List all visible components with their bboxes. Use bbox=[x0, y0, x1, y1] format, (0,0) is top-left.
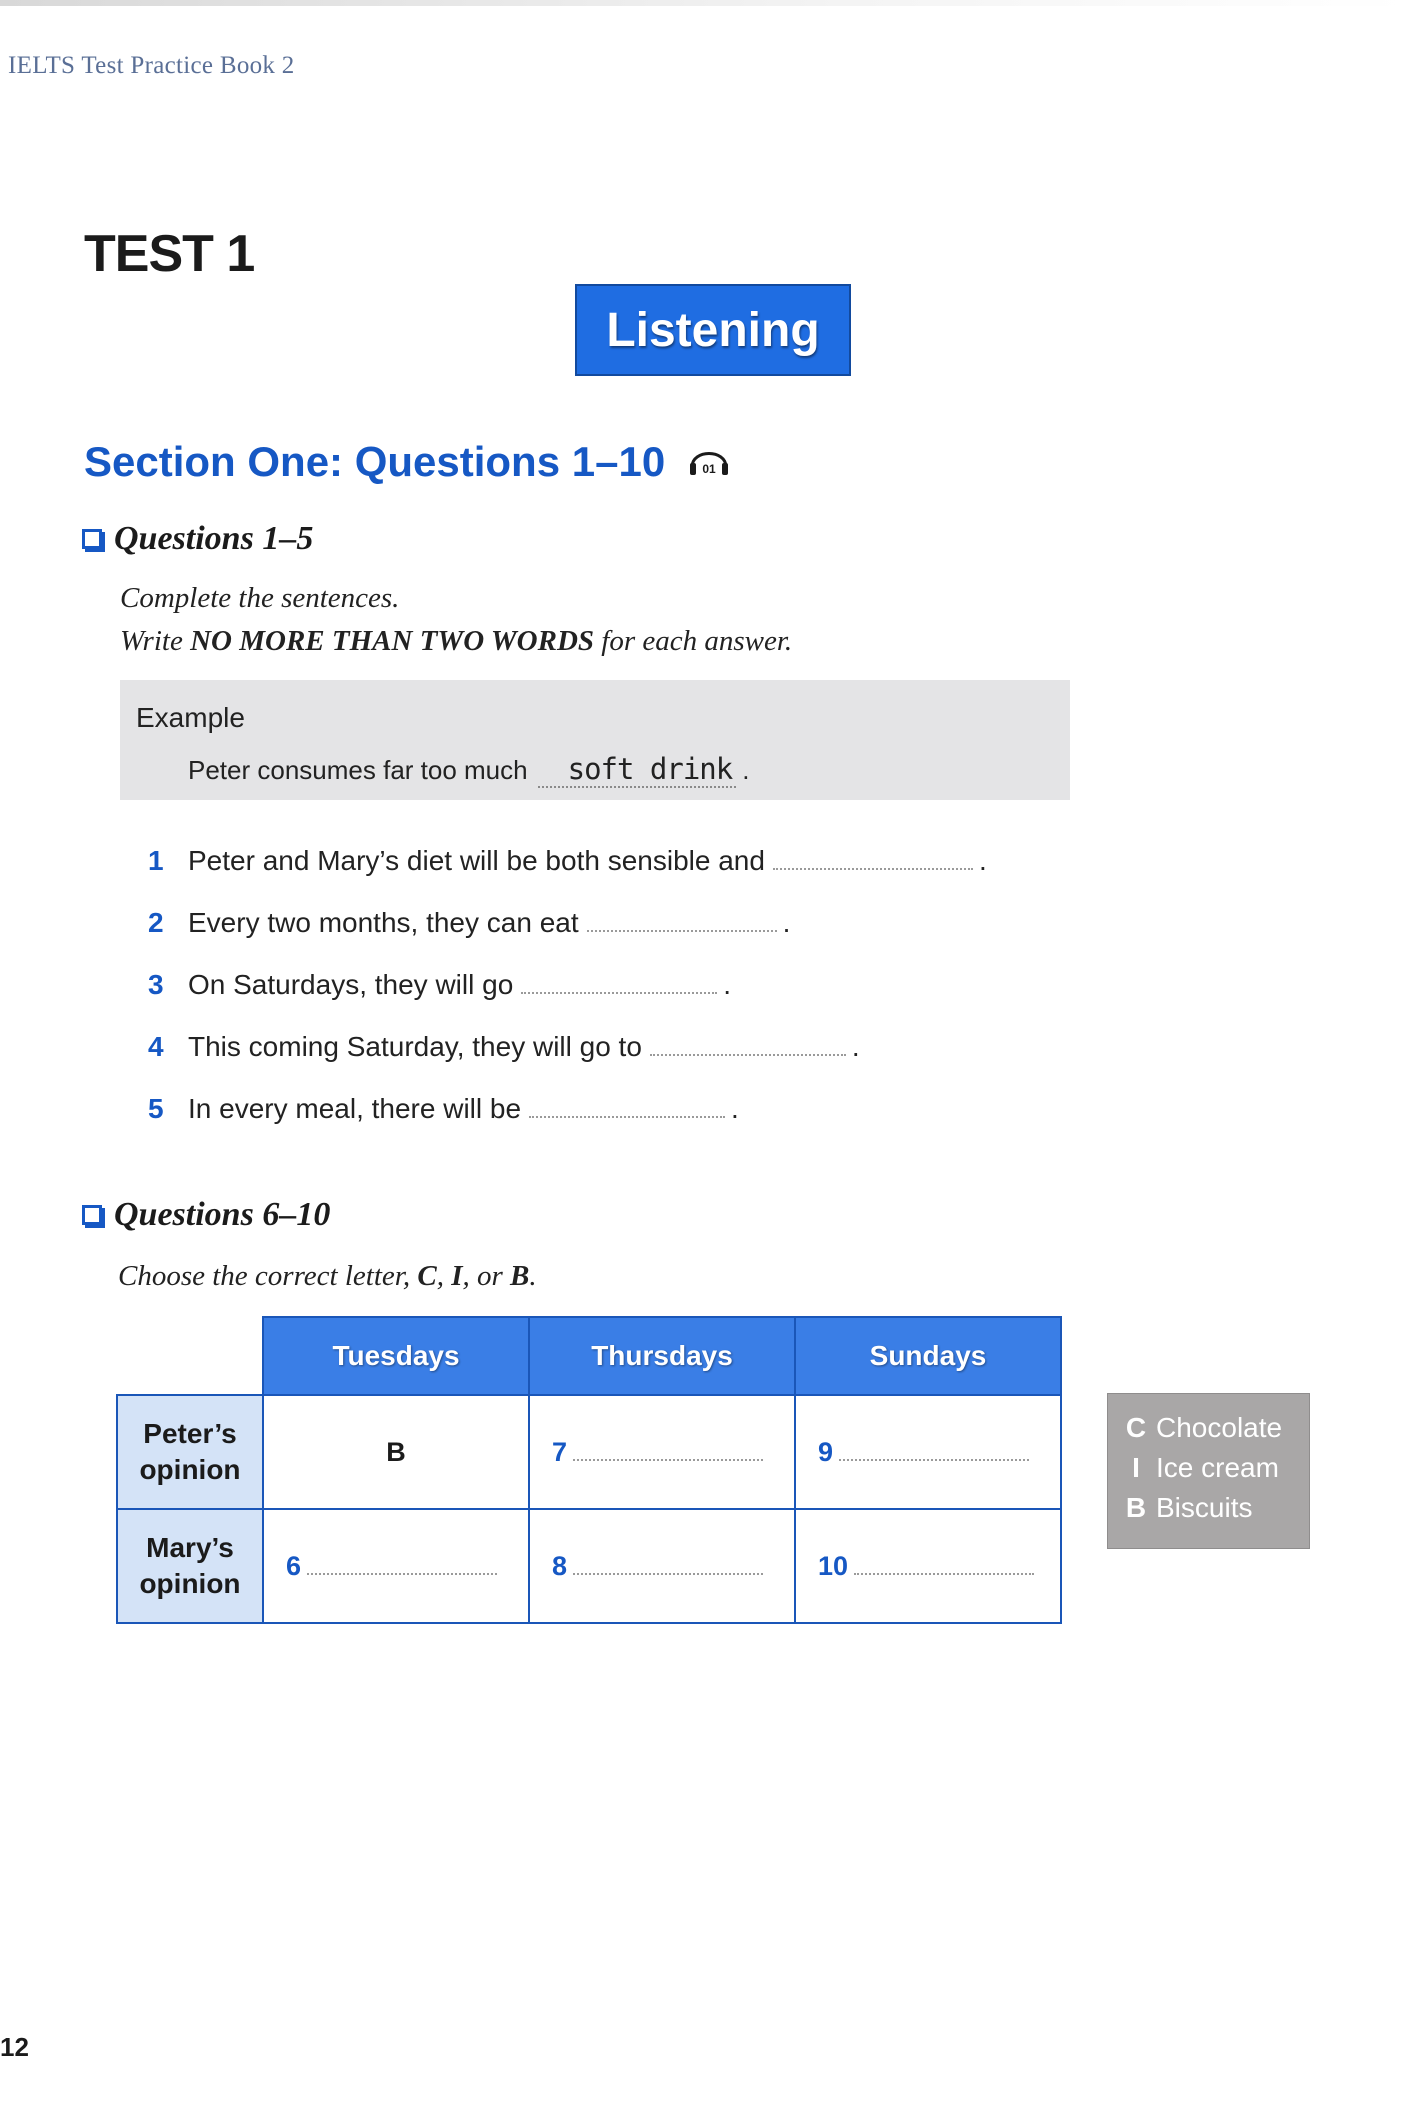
row-header-peter: Peter’s opinion bbox=[117, 1395, 263, 1509]
answer-blank-3[interactable] bbox=[521, 970, 717, 994]
table-row-mary bbox=[117, 1509, 1061, 1623]
answer-blank-7[interactable] bbox=[573, 1441, 763, 1461]
answer-blank-2[interactable] bbox=[587, 908, 777, 932]
question-4: 4 This coming Saturday, they will go to . bbox=[148, 1031, 860, 1062]
legend-item-biscuits: B Biscuits bbox=[1125, 1492, 1253, 1523]
question-2: 2 Every two months, they can eat . bbox=[148, 907, 791, 938]
answer-blank-6[interactable] bbox=[307, 1555, 497, 1575]
table-header-row bbox=[117, 1317, 1061, 1395]
word-limit-emphasis: NO MORE THAN TWO WORDS bbox=[190, 625, 595, 657]
legend-item-chocolate: C Chocolate bbox=[1125, 1412, 1283, 1443]
track-number: 01 bbox=[702, 462, 716, 476]
cell-peter-sundays[interactable]: 9 bbox=[795, 1395, 1061, 1509]
table-corner bbox=[117, 1317, 263, 1395]
example-sentence: Peter consumes far too much soft drink . bbox=[188, 752, 750, 786]
question-5: 5 In every meal, there will be . bbox=[148, 1093, 739, 1124]
questions-6-10-heading bbox=[82, 1196, 330, 1234]
checkbox-icon bbox=[82, 1205, 102, 1225]
cell-peter-thursdays[interactable]: 7 bbox=[529, 1395, 795, 1509]
question-3: 3 On Saturdays, they will go . bbox=[148, 969, 732, 1000]
instruction-word-limit: Write NO MORE THAN TWO WORDS for each answer. bbox=[120, 625, 793, 657]
answer-blank-10[interactable] bbox=[854, 1555, 1034, 1575]
table-row-peter bbox=[117, 1395, 1061, 1509]
answer-blank-5[interactable] bbox=[529, 1094, 725, 1118]
listening-badge-label: Listening bbox=[606, 303, 820, 357]
headphone-icon bbox=[687, 439, 731, 479]
legend-item-ice-cream: I Ice cream bbox=[1132, 1452, 1279, 1483]
listening-badge bbox=[575, 284, 851, 376]
cell-mary-thursdays[interactable]: 8 bbox=[529, 1509, 795, 1623]
cell-mary-sundays[interactable]: 10 bbox=[795, 1509, 1061, 1623]
answer-blank-1[interactable] bbox=[773, 846, 973, 870]
questions-1-5-heading bbox=[82, 520, 313, 558]
answer-blank-8[interactable] bbox=[573, 1555, 763, 1575]
checkbox-icon bbox=[82, 529, 102, 549]
opinion-table bbox=[116, 1316, 1062, 1624]
question-1: 1 Peter and Mary’s diet will be both sensible and . bbox=[148, 845, 987, 876]
book-header-title: IELTS Test Practice Book 2 bbox=[8, 52, 295, 79]
test-title: TEST 1 bbox=[84, 225, 255, 283]
questions-6-10-title: Questions 6–10 bbox=[114, 1196, 331, 1233]
column-header-thursdays: Thursdays bbox=[529, 1317, 795, 1395]
answer-blank-4[interactable] bbox=[650, 1032, 846, 1056]
example-answer: soft drink bbox=[538, 752, 737, 788]
column-header-sundays: Sundays bbox=[795, 1317, 1061, 1395]
row-header-mary: Mary’s opinion bbox=[117, 1509, 263, 1623]
section-title: Section One: Questions 1–10 bbox=[84, 438, 666, 485]
section-heading bbox=[84, 438, 731, 486]
answer-blank-9[interactable] bbox=[839, 1441, 1029, 1461]
page-top-edge bbox=[0, 0, 1408, 6]
instruction-choose-letter: Choose the correct letter, C, I, or B. bbox=[118, 1260, 537, 1292]
column-header-tuesdays: Tuesdays bbox=[263, 1317, 529, 1395]
questions-1-5-title: Questions 1–5 bbox=[114, 520, 314, 557]
example-box bbox=[120, 680, 1070, 800]
example-label: Example bbox=[136, 702, 245, 733]
cell-mary-tuesdays[interactable]: 6 bbox=[263, 1509, 529, 1623]
page-number: 12 bbox=[0, 2032, 29, 2062]
cell-peter-tuesdays bbox=[263, 1395, 529, 1509]
options-legend bbox=[1107, 1393, 1310, 1549]
instruction-complete: Complete the sentences. bbox=[120, 582, 400, 614]
given-answer: B bbox=[386, 1436, 406, 1467]
